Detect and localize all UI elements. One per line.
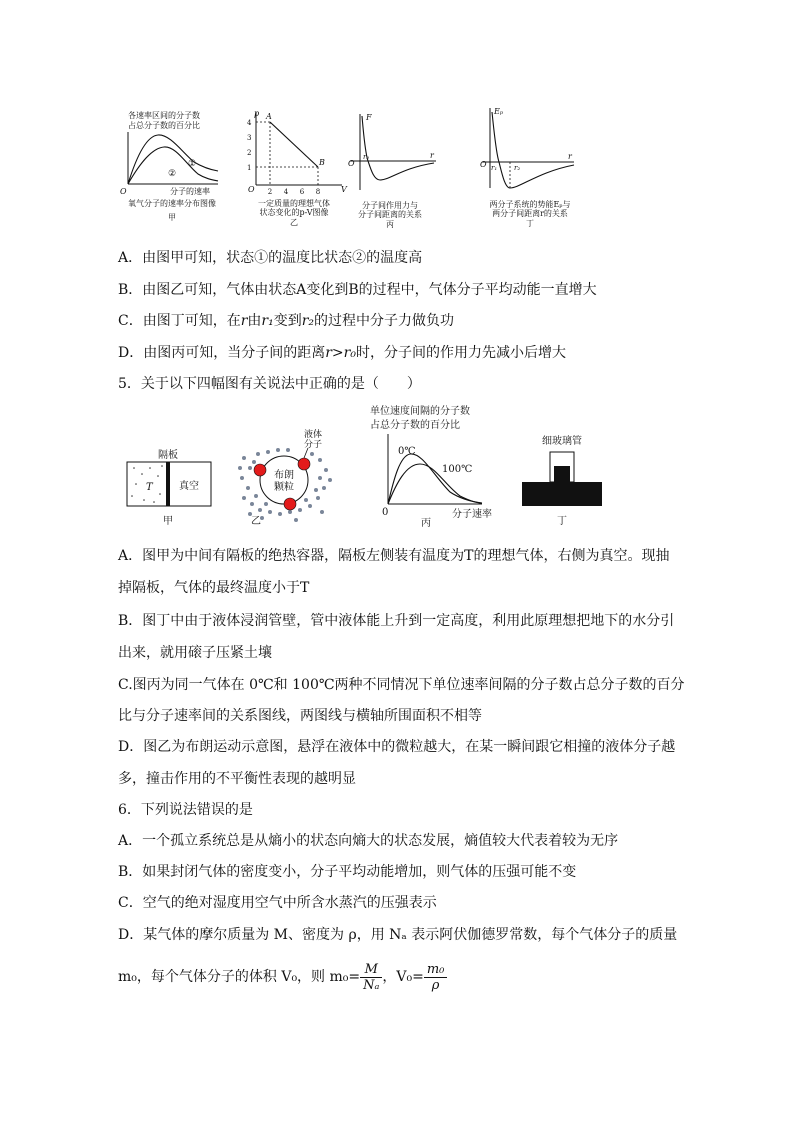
yi-ytick-1: 1 xyxy=(247,164,252,172)
yi5-caption: 乙 xyxy=(251,516,261,527)
ding-origin: O xyxy=(480,160,487,169)
ding5-caption: 丁 xyxy=(557,516,567,527)
q6-fraction-v0 xyxy=(424,962,448,993)
fig4-jia xyxy=(118,108,228,226)
jia-ylabel-1: 各速率区间的分子数 xyxy=(128,111,200,120)
jia5-divider-label: 隔板 xyxy=(158,450,178,461)
q5-option-c-l1: C.图丙为同一气体在 0℃和 100℃两种不同情况下单位速率间隔的分子数占总分子数的百分 xyxy=(118,677,685,693)
yi-origin: O xyxy=(248,185,255,194)
q4-c-r2: r₂ xyxy=(301,313,315,329)
ding5-label: 细玻璃管 xyxy=(542,436,582,447)
q5-option-d-l1: D．图乙为布朗运动示意图，悬浮在液体中的微粒越大，在某一瞬间跟它相撞的液体分子越 xyxy=(118,739,676,755)
yi-caption-3: 乙 xyxy=(290,218,298,227)
q4-option-a: A．由图甲可知，状态①的温度比状态②的温度高 xyxy=(118,250,423,266)
speed-distribution-plot-2 xyxy=(370,404,510,529)
yi5-particle-2: 颗粒 xyxy=(274,482,294,493)
q6-frac2-num: m₀ xyxy=(424,962,448,978)
yi5-hit-molecule-1 xyxy=(254,464,266,476)
jia-xlabel: 分子的速率 xyxy=(170,187,210,196)
yi-xtick-8: 8 xyxy=(315,188,321,196)
bing5-t100: 100℃ xyxy=(442,464,473,475)
jia5-caption: 甲 xyxy=(163,516,173,527)
ding-caption-3: 丁 xyxy=(526,219,534,228)
capillary-tube-diagram xyxy=(522,432,602,527)
ding-curve xyxy=(492,112,574,188)
q6-d-l2-mid: ，V₀= xyxy=(382,969,424,985)
yi-ab-line xyxy=(270,122,318,167)
q4-d-cond: r>r₀ xyxy=(325,345,356,361)
fig4-ding xyxy=(478,104,598,226)
fig5-jia xyxy=(124,446,214,527)
yi-caption-2: 状态变化的p-V图像 xyxy=(259,208,329,217)
yi5-particle-1: 布朗 xyxy=(274,470,294,481)
pv-plot xyxy=(242,108,352,226)
yi-ytick-3: 3 xyxy=(247,134,252,142)
yi-xtick-6: 6 xyxy=(299,188,305,196)
bing-xlabel: r xyxy=(430,151,434,160)
yi5-liquid-1: 液体 xyxy=(304,430,323,440)
fig5-yi xyxy=(236,428,336,526)
q4-c-r1: r₁ xyxy=(261,313,274,329)
jia-caption-1: 氧气分子的速率分布图像 xyxy=(128,199,216,208)
yi-xtick-4: 4 xyxy=(283,188,289,196)
ding5-liquid-base xyxy=(522,482,602,506)
q4-c-r: r xyxy=(240,313,248,329)
q4-option-c xyxy=(118,311,454,331)
q4-d-post: 时，分子间的作用力先减小后增大 xyxy=(355,345,566,361)
bing-r0: r₀ xyxy=(363,153,370,161)
jia-caption-2: 甲 xyxy=(168,213,176,222)
jia5-vacuum: 真空 xyxy=(179,481,199,492)
q6-option-d-l1: D．某气体的摩尔质量为 M、密度为 ρ，用 Nₐ 表示阿伏伽德罗常数，每个气体分子的质量 xyxy=(118,927,678,943)
yi-xtick-2: 2 xyxy=(267,188,273,196)
q5-option-a-l2: 掉隔板，气体的最终温度小于T xyxy=(118,580,310,596)
brownian-motion-diagram xyxy=(236,428,336,526)
yi-point-a: A xyxy=(266,112,272,121)
ding-caption-1: 两分子系统的势能Eₚ与 xyxy=(489,200,571,209)
bing5-caption: 丙 xyxy=(421,518,431,529)
q5-option-a-l1: A．图甲为中间有隔板的绝热容器，隔板左侧装有温度为T的理想气体，右侧为真空。现抽 xyxy=(118,548,670,564)
q4-option-d xyxy=(118,343,566,363)
bing5-curve-0c xyxy=(388,454,482,504)
q6-fraction-m0 xyxy=(360,962,382,993)
yi-ytick-2: 2 xyxy=(247,149,252,157)
q5-option-b-l1: B．图丁中由于液体浸润管壁，管中液体能上升到一定高度，利用此原理想把地下的水分引 xyxy=(118,613,675,629)
yi5-liquid-2: 分子 xyxy=(304,440,323,450)
q4-c-post: 的过程中分子力做负功 xyxy=(314,313,455,329)
jia-origin: O xyxy=(120,187,127,196)
bing5-t0: 0℃ xyxy=(398,446,416,457)
bing-ylabel: F xyxy=(366,113,372,122)
ding-r2: r₂ xyxy=(514,164,521,172)
bing-caption-3: 丙 xyxy=(386,220,394,229)
q6-option-d-l2 xyxy=(118,960,447,994)
q6-option-b: B．如果封闭气体的密度变小，分子平均动能增加，则气体的压强可能不变 xyxy=(118,864,577,880)
insulated-container xyxy=(124,446,214,527)
ding-xlabel: r xyxy=(568,152,572,161)
bing-caption-1: 分子间作用力与 xyxy=(362,201,418,210)
yi5-hit-molecule-2 xyxy=(298,458,310,470)
bing-origin: O xyxy=(348,159,355,168)
fig5-bing xyxy=(370,404,510,529)
fig4-yi xyxy=(242,108,352,226)
q5-stem: 5．关于以下四幅图有关说法中正确的是（ ） xyxy=(118,376,421,392)
q6-frac1-num: M xyxy=(360,962,382,978)
q4-c-pre: C．由图丁可知，在 xyxy=(118,313,241,329)
bing5-origin: 0 xyxy=(382,507,389,518)
bing5-ylabel-2: 占总分子数的百分比 xyxy=(370,420,460,431)
yi-point-b: B xyxy=(319,158,325,167)
jia-curve1-label: ① xyxy=(188,159,197,169)
bing-curve xyxy=(362,116,434,180)
q6-stem: 6．下列说法错误的是 xyxy=(118,802,253,818)
q4-c-mid1: 由 xyxy=(247,313,262,329)
jia-ylabel-2: 占总分子数的百分比 xyxy=(128,121,200,130)
jia5-divider xyxy=(166,462,170,506)
q6-option-a: A．一个孤立系统总是从熵小的状态向熵大的状态发展，熵值较大代表着较为无序 xyxy=(118,833,619,849)
ding5-liquid-column xyxy=(554,466,570,484)
yi-xlabel: V xyxy=(341,185,347,194)
yi-ytick-4: 4 xyxy=(247,119,252,127)
ding-ylabel: Eₚ xyxy=(494,107,504,116)
q6-frac1-den: Nₐ xyxy=(363,977,380,993)
fig5-ding xyxy=(522,432,602,527)
q5-option-d-l2: 多，撞击作用的不平衡性表现的越明显 xyxy=(118,771,356,787)
jia-curve2-label: ② xyxy=(168,169,177,179)
ding-caption-2: 两分子间距离r的关系 xyxy=(492,209,568,218)
yi5-hit-molecule-3 xyxy=(284,498,296,510)
q4-option-b: B．由图乙可知，气体由状态A变化到B的过程中，气体分子平均动能一直增大 xyxy=(118,282,597,298)
fig4-bing xyxy=(344,110,440,228)
ding-r1: r₁ xyxy=(491,164,498,172)
q4-d-pre: D．由图丙可知，当分子间的距离 xyxy=(118,345,326,361)
q5-option-b-l2: 出来，就用磙子压紧土壤 xyxy=(118,645,272,661)
yi-ylabel: p xyxy=(254,109,260,118)
jia5-T: T xyxy=(146,482,153,493)
potential-distance-plot xyxy=(478,104,598,226)
q6-d-l2-pre: m₀，每个气体分子的体积 V₀，则 m₀= xyxy=(118,969,361,985)
force-distance-plot xyxy=(344,110,440,228)
bing5-xlabel: 分子速率 xyxy=(452,509,492,520)
bing-caption-2: 分子间距离的关系 xyxy=(358,210,422,219)
q6-option-c: C．空气的绝对湿度用空气中所含水蒸汽的压强表示 xyxy=(118,895,437,911)
q6-frac2-den: ρ xyxy=(431,977,440,993)
speed-distribution-plot xyxy=(118,108,228,226)
q4-c-mid2: 变到 xyxy=(273,313,302,329)
q5-option-c-l2: 比与分子速率间的关系图线，两图线与横轴所围面积不相等 xyxy=(118,708,482,724)
bing5-ylabel-1: 单位速度间隔的分子数 xyxy=(370,406,470,417)
yi-caption-1: 一定质量的理想气体 xyxy=(258,199,330,208)
